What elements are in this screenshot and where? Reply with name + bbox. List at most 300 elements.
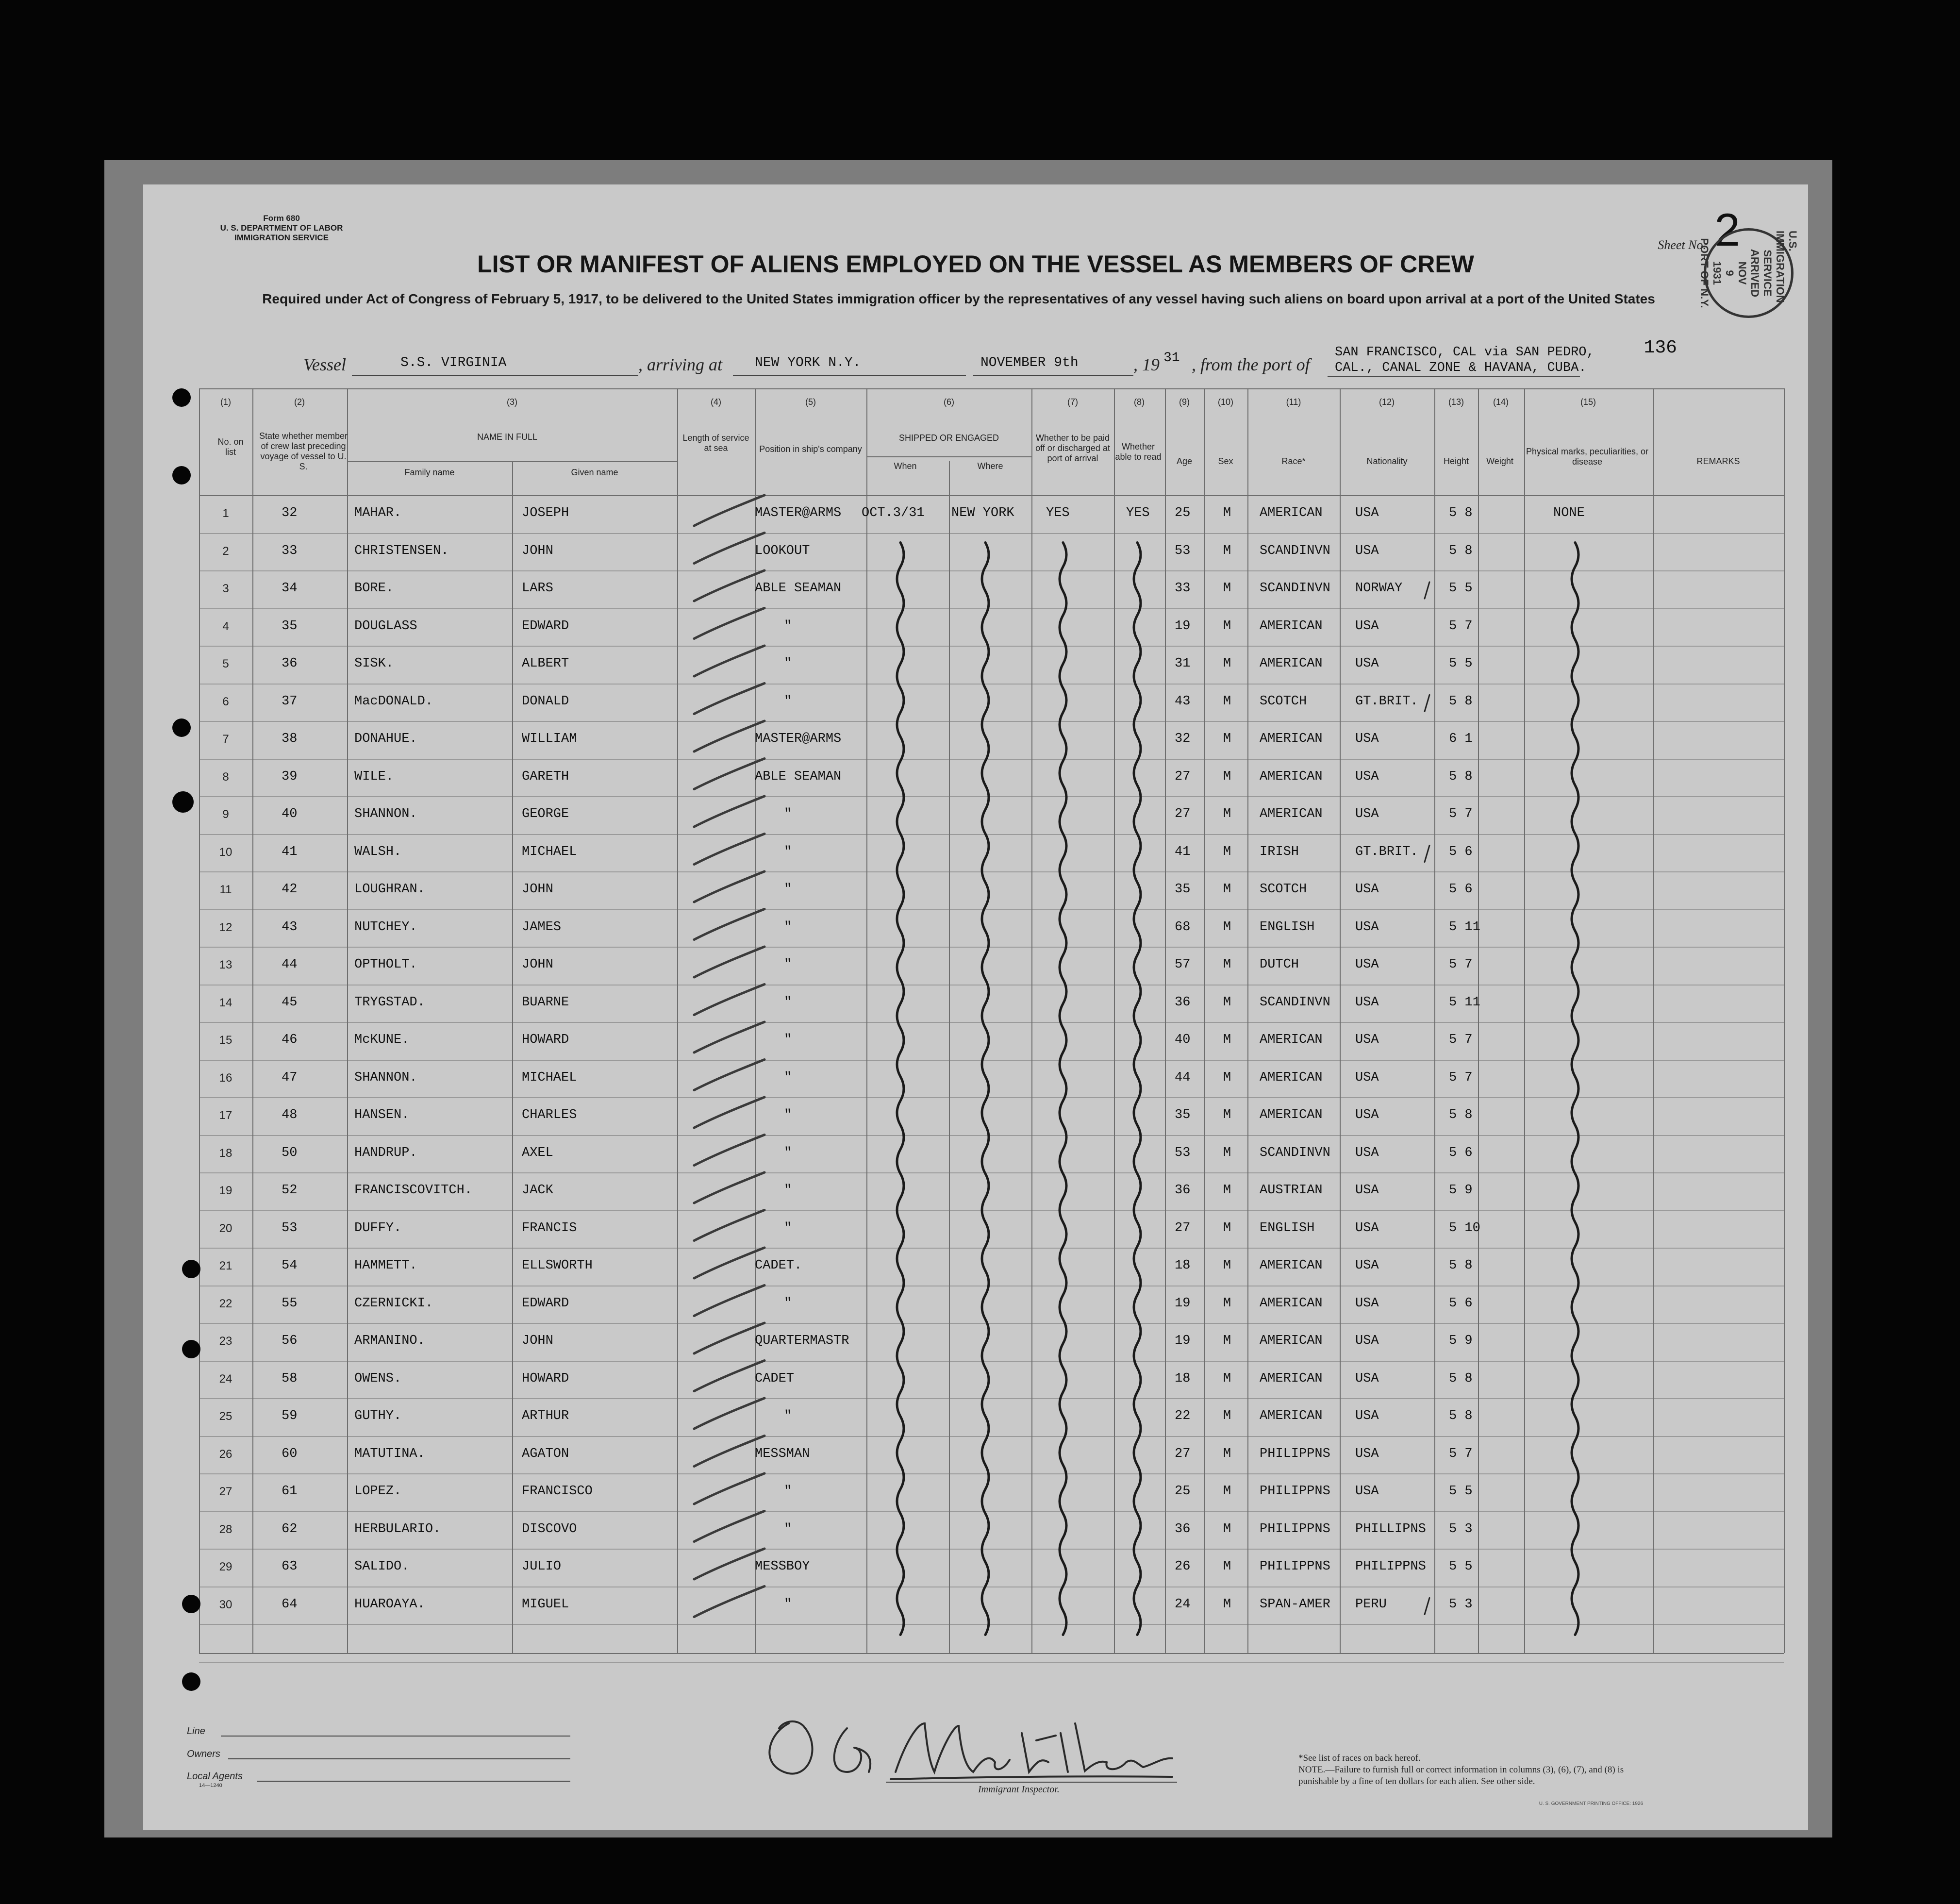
given-name-cell: AXEL (522, 1146, 553, 1160)
service-stroke (694, 1361, 764, 1391)
row-number: 8 (222, 770, 229, 784)
family-name-cell: OPTHOLT. (354, 957, 417, 972)
column-number: (9) (1179, 397, 1190, 407)
owners-label: Owners (187, 1749, 220, 1759)
row-number: 13 (219, 958, 233, 971)
line-label: Line (187, 1726, 205, 1737)
column-number: (10) (1217, 397, 1233, 407)
nationality-cell: USA (1355, 1146, 1379, 1160)
race-cell: AMERICAN (1260, 732, 1323, 746)
service-stroke (694, 646, 764, 676)
form-number: Form 680 (263, 214, 300, 223)
nationality-cell: USA (1355, 1447, 1379, 1461)
row-number: 17 (219, 1109, 233, 1122)
stamp-line: ARRIVED (1749, 249, 1761, 297)
previous-voyage-cell: 45 (282, 995, 298, 1010)
height-cell: 5 8 (1449, 1258, 1473, 1273)
footnote (1298, 1753, 1638, 1787)
service-stroke (694, 1286, 764, 1316)
previous-voyage-cell: 42 (282, 882, 298, 897)
sex-cell: M (1223, 1409, 1231, 1423)
race-cell: DUTCH (1260, 957, 1299, 972)
height-cell: 5 7 (1449, 1447, 1473, 1461)
age-cell: 19 (1175, 619, 1191, 634)
height-cell: 5 10 (1449, 1221, 1480, 1236)
previous-voyage-cell: 43 (282, 920, 298, 935)
height-cell: 5 6 (1449, 1296, 1473, 1311)
previous-voyage-cell: 64 (282, 1597, 298, 1612)
service-stroke (694, 1022, 764, 1052)
sex-cell: M (1223, 1371, 1231, 1386)
previous-voyage-cell: 50 (282, 1146, 298, 1160)
given-name-cell: FRANCISCO (522, 1484, 593, 1499)
given-name-cell: ELLSWORTH (522, 1258, 593, 1273)
family-name-cell: MATUTINA. (354, 1447, 425, 1461)
nationality-cell: USA (1355, 1409, 1379, 1423)
family-name-cell: WILE. (354, 769, 394, 784)
punch-hole (172, 388, 191, 407)
height-cell: 5 7 (1449, 1070, 1473, 1085)
race-cell: SCANDINVN (1260, 544, 1330, 558)
previous-voyage-cell: 48 (282, 1108, 298, 1122)
sex-cell: M (1223, 544, 1231, 558)
row-number: 29 (219, 1560, 233, 1573)
given-name-cell: JULIO (522, 1559, 562, 1574)
sex-cell: M (1223, 1447, 1231, 1461)
service-stroke (694, 871, 764, 902)
given-name-cell: JOHN (522, 1334, 553, 1348)
agents-underline (257, 1781, 570, 1782)
family-name-cell: DONAHUE. (354, 732, 417, 746)
race-cell: AMERICAN (1260, 619, 1323, 634)
family-name-cell: NUTCHEY. (354, 920, 417, 935)
row-number: 16 (219, 1071, 233, 1085)
race-cell: AMERICAN (1260, 1033, 1323, 1047)
given-name-cell: EDWARD (522, 1296, 569, 1311)
height-cell: 5 8 (1449, 769, 1473, 784)
service-stroke (694, 533, 764, 564)
previous-voyage-cell: 63 (282, 1559, 298, 1574)
form-code: 14—1240 (199, 1783, 222, 1788)
agents-label: Local Agents (187, 1771, 243, 1782)
given-name-cell: EDWARD (522, 619, 569, 634)
given-name-cell: FRANCIS (522, 1221, 577, 1236)
service-stroke (694, 985, 764, 1015)
able-to-read-cell: YES (1126, 506, 1150, 520)
height-cell: 5 7 (1449, 807, 1473, 821)
column-number: (14) (1493, 397, 1509, 407)
age-cell: 36 (1175, 1522, 1191, 1537)
family-name-cell: FRANCISCOVITCH. (354, 1183, 473, 1198)
service-stroke (694, 1436, 764, 1467)
physical-marks-cell: NONE (1553, 506, 1585, 520)
previous-voyage-cell: 53 (282, 1221, 298, 1236)
height-cell: 5 9 (1449, 1183, 1473, 1198)
column-number: (3) (507, 397, 517, 407)
position-cell: " (784, 656, 792, 671)
column-number: (2) (294, 397, 305, 407)
age-cell: 19 (1175, 1296, 1191, 1311)
row-number: 23 (219, 1335, 233, 1348)
age-cell: 41 (1175, 845, 1191, 859)
previous-voyage-cell: 33 (282, 544, 298, 558)
race-cell: AMERICAN (1260, 807, 1323, 821)
position-cell: " (784, 1108, 792, 1122)
age-cell: 36 (1175, 1183, 1191, 1198)
sheet-label: Sheet No. (1658, 238, 1706, 252)
family-name-cell: HUAROAYA. (354, 1597, 425, 1612)
sex-cell: M (1223, 1070, 1231, 1085)
position-cell: " (784, 1409, 792, 1423)
sex-cell: M (1223, 581, 1231, 596)
nationality-cell: USA (1355, 1484, 1379, 1499)
sex-cell: M (1223, 1183, 1231, 1198)
from-label: , from the port of (1192, 355, 1310, 374)
previous-voyage-cell: 60 (282, 1447, 298, 1461)
given-name-cell: ALBERT (522, 656, 569, 671)
family-name-cell: ARMANINO. (354, 1334, 425, 1348)
punch-hole (172, 718, 191, 737)
race-cell: PHILIPPNS (1260, 1522, 1330, 1537)
given-name-cell: GEORGE (522, 807, 569, 821)
race-cell: AMERICAN (1260, 1070, 1323, 1085)
race-cell: AMERICAN (1260, 1296, 1323, 1311)
column-number: (5) (805, 397, 816, 407)
shipped-where-cell: NEW YORK (951, 506, 1014, 520)
ditto-wavy-line (982, 543, 989, 1635)
sex-cell: M (1223, 1108, 1231, 1122)
nationality-cell: USA (1355, 619, 1379, 634)
position-cell: " (784, 1484, 792, 1499)
given-name-cell: LARS (522, 581, 553, 596)
sex-cell: M (1223, 957, 1231, 972)
position-cell: MASTER@ARMS (755, 506, 842, 520)
age-cell: 57 (1175, 957, 1191, 972)
stamp-line: PORT OF N.Y. (1698, 238, 1711, 308)
service-stroke (694, 570, 764, 601)
sex-cell: M (1223, 1522, 1231, 1537)
punch-hole (182, 1340, 200, 1358)
position-cell: " (784, 694, 792, 709)
column-number: (7) (1067, 397, 1078, 407)
height-cell: 5 8 (1449, 506, 1473, 520)
sex-cell: M (1223, 1033, 1231, 1047)
age-cell: 31 (1175, 656, 1191, 671)
height-cell: 5 8 (1449, 1371, 1473, 1386)
nationality-cell: USA (1355, 769, 1379, 784)
page-number: 136 (1644, 337, 1677, 358)
family-name-cell: McKUNE. (354, 1033, 410, 1047)
nationality-cell: USA (1355, 807, 1379, 821)
position-cell: " (784, 807, 792, 821)
nationality-cell: USA (1355, 1334, 1379, 1348)
family-name-cell: MAHAR. (354, 506, 402, 520)
sex-cell: M (1223, 619, 1231, 634)
footnote-penalty: NOTE.—Failure to furnish full or correct information in columns (3), (6), (7), and (8) is punishable by a fine of ten dollars for each alien. See other side. (1298, 1765, 1624, 1787)
race-cell: ENGLISH (1260, 1221, 1315, 1236)
family-name-cell: OWENS. (354, 1371, 402, 1386)
previous-voyage-cell: 59 (282, 1409, 298, 1423)
position-cell: QUARTERMASTR (755, 1334, 849, 1348)
race-cell: AMERICAN (1260, 656, 1323, 671)
given-name-cell: JAMES (522, 920, 562, 935)
row-number: 26 (219, 1448, 233, 1461)
row-number: 19 (219, 1184, 233, 1197)
family-name-cell: LOUGHRAN. (354, 882, 425, 897)
page-subtitle: Required under Act of Congress of February 5, 1917, to be delivered to the United States immigration officer by the representatives of any vessel having such aliens on board upon arrival at a port of the United States (262, 291, 1655, 306)
previous-voyage-cell: 54 (282, 1258, 298, 1273)
nationality-cell: USA (1355, 1070, 1379, 1085)
header-family-name: Family name (404, 468, 455, 477)
service-stroke (694, 1097, 764, 1128)
service-stroke (694, 1587, 764, 1617)
row-number: 6 (222, 695, 229, 708)
sex-cell: M (1223, 1484, 1231, 1499)
age-cell: 35 (1175, 1108, 1191, 1122)
position-cell: " (784, 1033, 792, 1047)
family-name-cell: LOPEZ. (354, 1484, 402, 1499)
family-name-cell: SHANNON. (354, 1070, 417, 1085)
line-underline (221, 1736, 570, 1737)
row-number: 28 (219, 1523, 233, 1536)
nationality-tick (1425, 1598, 1429, 1615)
family-name-cell: CHRISTENSEN. (354, 544, 449, 558)
row-number: 11 (219, 883, 232, 896)
race-cell: AMERICAN (1260, 1108, 1323, 1122)
service-stroke (694, 947, 764, 977)
ditto-wavy-line (1134, 543, 1141, 1635)
height-cell: 5 8 (1449, 544, 1473, 558)
previous-voyage-cell: 55 (282, 1296, 298, 1311)
departure-port-2: CAL., CANAL ZONE & HAVANA, CUBA. (1335, 361, 1587, 375)
height-cell: 5 6 (1449, 1146, 1473, 1160)
position-cell: " (784, 1597, 792, 1612)
header-nationality: Nationality (1366, 456, 1408, 466)
column-number: (13) (1448, 397, 1464, 407)
form-service: IMMIGRATION SERVICE (234, 233, 329, 242)
height-cell: 5 3 (1449, 1522, 1473, 1537)
nationality-cell: USA (1355, 656, 1379, 671)
height-cell: 5 7 (1449, 1033, 1473, 1047)
header-shipped: SHIPPED OR ENGAGED (898, 433, 999, 443)
height-cell: 5 7 (1449, 619, 1473, 634)
row-number: 30 (219, 1598, 233, 1611)
age-cell: 68 (1175, 920, 1191, 935)
sex-cell: M (1223, 882, 1231, 897)
sex-cell: M (1223, 1334, 1231, 1348)
height-cell: 6 1 (1449, 732, 1473, 746)
header-name: NAME IN FULL (477, 432, 538, 442)
row-number: 2 (222, 545, 229, 558)
height-cell: 5 6 (1449, 845, 1473, 859)
header-when: When (894, 461, 917, 471)
row-number: 9 (222, 808, 229, 821)
service-stroke (694, 1248, 764, 1278)
column-number: (12) (1379, 397, 1395, 407)
sex-cell: M (1223, 1597, 1231, 1612)
race-cell: SPAN-AMER (1260, 1597, 1330, 1612)
row-number: 3 (222, 582, 229, 595)
header-previous-voyage: State whether member of crew last preceding voyage of vessel to U. S. (259, 431, 348, 471)
header-given-name: Given name (571, 468, 618, 477)
arrival-port: NEW YORK N.Y. (755, 355, 861, 370)
sex-cell: M (1223, 506, 1231, 520)
header-weight: Weight (1486, 456, 1513, 466)
inspector-label: Immigrant Inspector. (978, 1784, 1060, 1795)
position-cell: " (784, 920, 792, 935)
row-number: 5 (222, 657, 229, 670)
nationality-cell: GT.BRIT. (1355, 694, 1418, 709)
position-cell: " (784, 619, 792, 634)
race-cell: AMERICAN (1260, 769, 1323, 784)
race-cell: PHILIPPNS (1260, 1559, 1330, 1574)
inspector-underline (886, 1782, 1177, 1783)
inspector-signature (750, 1704, 1177, 1791)
previous-voyage-cell: 47 (282, 1070, 298, 1085)
family-name-cell: HANSEN. (354, 1108, 410, 1122)
nationality-cell: USA (1355, 957, 1379, 972)
header-physical-marks: Physical marks, peculiarities, or disease (1526, 447, 1649, 467)
age-cell: 35 (1175, 882, 1191, 897)
vessel-name: S.S. VIRGINIA (400, 355, 507, 370)
nationality-cell: PHILIPPNS (1355, 1559, 1426, 1574)
service-stroke (694, 684, 764, 714)
row-number: 27 (219, 1485, 233, 1498)
sex-cell: M (1223, 995, 1231, 1010)
service-stroke (694, 834, 764, 865)
nationality-tick (1425, 846, 1429, 862)
race-cell: SCANDINVN (1260, 1146, 1330, 1160)
race-cell: PHILIPPNS (1260, 1484, 1330, 1499)
punch-hole (182, 1595, 200, 1613)
family-name-cell: SALIDO. (354, 1559, 410, 1574)
sex-cell: M (1223, 1146, 1231, 1160)
sex-cell: M (1223, 1221, 1231, 1236)
position-cell: MESSBOY (755, 1559, 810, 1574)
nationality-cell: USA (1355, 506, 1379, 520)
row-number: 22 (219, 1297, 233, 1310)
race-cell: AMERICAN (1260, 506, 1323, 520)
given-name-cell: CHARLES (522, 1108, 577, 1122)
year-prefix: , 19 (1133, 355, 1160, 374)
family-name-cell: SISK. (354, 656, 394, 671)
age-cell: 33 (1175, 581, 1191, 596)
nationality-tick (1425, 582, 1429, 599)
position-cell: " (784, 1183, 792, 1198)
previous-voyage-cell: 34 (282, 581, 298, 596)
nationality-cell: USA (1355, 544, 1379, 558)
age-cell: 32 (1175, 732, 1191, 746)
stamp-line: 9 (1724, 270, 1736, 276)
nationality-cell: USA (1355, 882, 1379, 897)
service-stroke (694, 495, 764, 526)
ditto-wavy-line (1572, 543, 1578, 1635)
age-cell: 19 (1175, 1334, 1191, 1348)
nationality-cell: USA (1355, 732, 1379, 746)
given-name-cell: MICHAEL (522, 845, 577, 859)
ditto-wavy-line (897, 543, 904, 1635)
service-stroke (694, 759, 764, 789)
row-number: 4 (222, 620, 229, 633)
shipped-when-cell: OCT.3/31 (862, 506, 925, 520)
family-name-cell: SHANNON. (354, 807, 417, 821)
service-stroke (694, 1323, 764, 1353)
position-cell: CADET (755, 1371, 795, 1386)
position-cell: " (784, 995, 792, 1010)
service-stroke (694, 1511, 764, 1542)
sex-cell: M (1223, 1258, 1231, 1273)
row-number: 10 (219, 846, 233, 859)
header-height: Height (1443, 456, 1469, 466)
nationality-cell: USA (1355, 995, 1379, 1010)
position-cell: " (784, 1146, 792, 1160)
row-number: 7 (222, 733, 229, 746)
race-cell: IRISH (1260, 845, 1299, 859)
row-number: 21 (219, 1259, 233, 1272)
handwritten-marks (143, 184, 1808, 1830)
column-number: (8) (1134, 397, 1145, 407)
row-number: 1 (222, 507, 229, 520)
previous-voyage-cell: 35 (282, 619, 298, 634)
header-race: Race* (1281, 456, 1306, 466)
family-name-cell: HAMMETT. (354, 1258, 417, 1273)
sex-cell: M (1223, 1296, 1231, 1311)
row-number: 14 (219, 996, 233, 1009)
race-cell: PHILIPPNS (1260, 1447, 1330, 1461)
header-remarks: REMARKS (1696, 456, 1740, 466)
page-title: LIST OR MANIFEST OF ALIENS EMPLOYED ON THE VESSEL AS MEMBERS OF CREW (477, 251, 1474, 278)
owners-underline (228, 1758, 570, 1759)
footnote-races: *See list of races on back hereof. (1298, 1753, 1421, 1763)
family-name-cell: GUTHY. (354, 1409, 402, 1423)
header-where: Where (977, 461, 1003, 471)
age-cell: 26 (1175, 1559, 1191, 1574)
family-name-cell: MacDONALD. (354, 694, 433, 709)
age-cell: 25 (1175, 1484, 1191, 1499)
column-number: (4) (711, 397, 721, 407)
stamp-line: U.S. IMMIGRATION (1774, 231, 1799, 303)
service-stroke (694, 796, 764, 827)
given-name-cell: AGATON (522, 1447, 569, 1461)
service-stroke (694, 1398, 764, 1429)
height-cell: 5 3 (1449, 1597, 1473, 1612)
row-number: 18 (219, 1147, 233, 1160)
position-cell: " (784, 1522, 792, 1537)
previous-voyage-cell: 39 (282, 769, 298, 784)
manifest-sheet (143, 184, 1808, 1830)
header-service: Length of service at sea (682, 433, 749, 453)
race-cell: SCOTCH (1260, 882, 1307, 897)
previous-voyage-cell: 44 (282, 957, 298, 972)
race-cell: ENGLISH (1260, 920, 1315, 935)
position-cell: " (784, 957, 792, 972)
position-cell: CADET. (755, 1258, 802, 1273)
family-name-cell: DUFFY. (354, 1221, 402, 1236)
stamp-line: NOV (1736, 261, 1749, 285)
previous-voyage-cell: 56 (282, 1334, 298, 1348)
service-stroke (694, 1060, 764, 1090)
age-cell: 27 (1175, 1221, 1191, 1236)
nationality-cell: NORWAY (1355, 581, 1403, 596)
arrival-date: NOVEMBER 9th (980, 355, 1079, 370)
service-stroke (694, 1473, 764, 1504)
given-name-cell: JOHN (522, 882, 553, 897)
punch-hole (182, 1260, 200, 1278)
header-position: Position in ship's company (759, 444, 862, 454)
nationality-cell: USA (1355, 1258, 1379, 1273)
age-cell: 40 (1175, 1033, 1191, 1047)
service-stroke (694, 608, 764, 639)
